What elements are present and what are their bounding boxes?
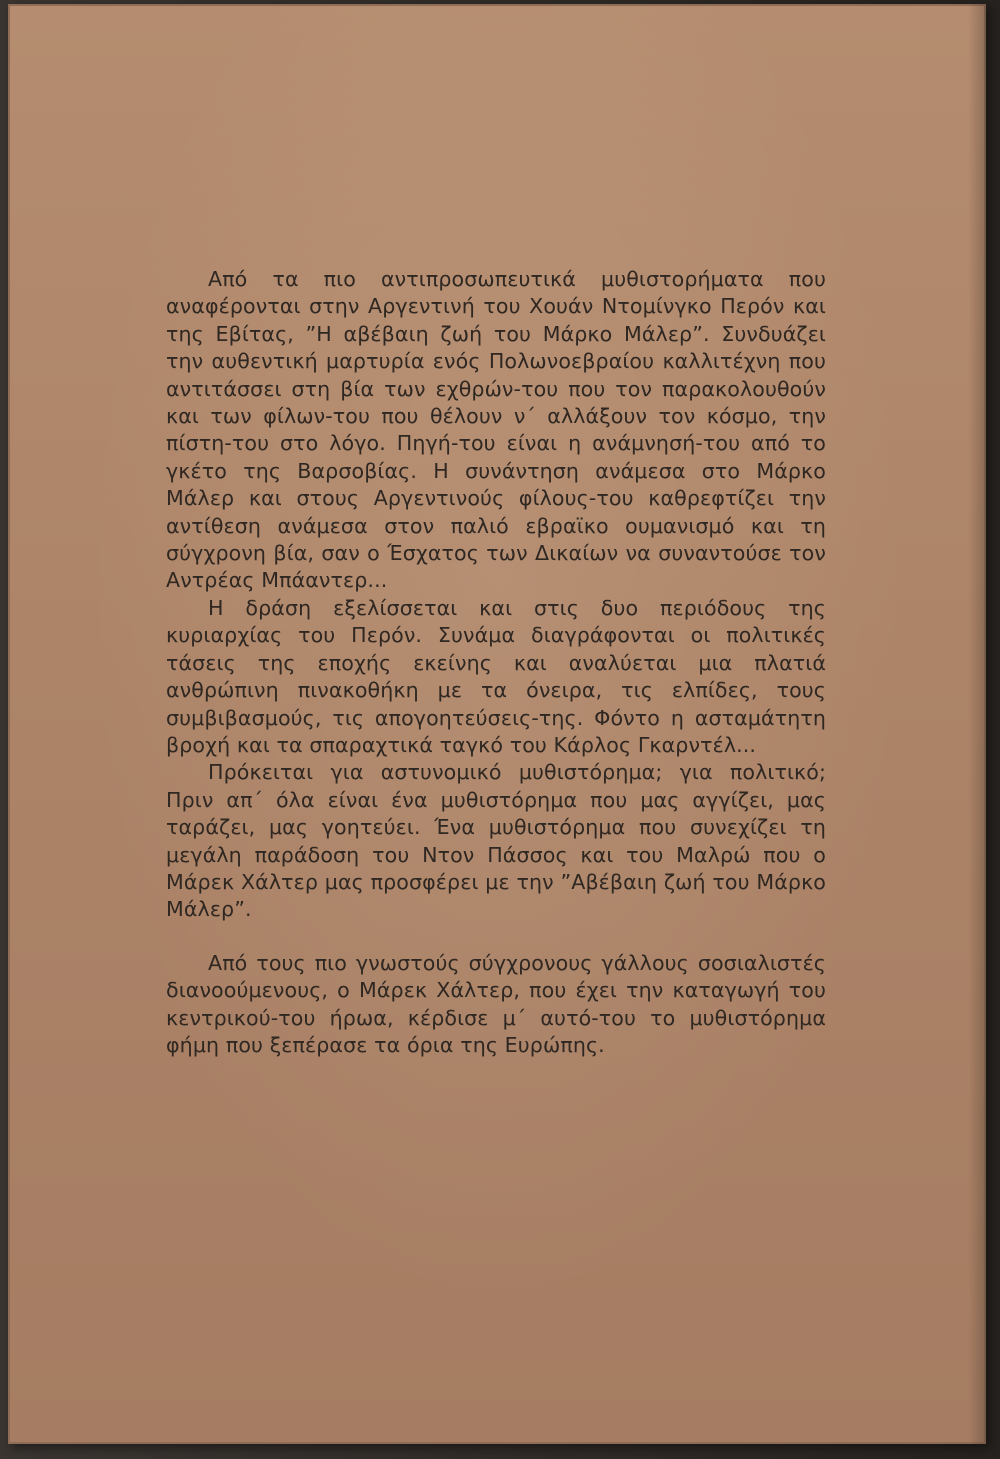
author-note: Από τους πιο γνωστούς σύγχρονους γάλλους σοσιαλιστές διανοούμενους, ο Μάρεκ Χάλτερ, που έχει την καταγωγή του κεντρικού-του ήρωα, κέρδισε μ΄ αυτό-του το μυθιστόρημα φήμη που ξεπέρασε τα όρια της Ευρώπης. — [166, 950, 826, 1057]
blurb-paragraph-1: Από τα πιο αντιπροσωπευτικά μυθιστορήματα που αναφέρονται στην Αργεντινή του Χουάν Ντομίνγκο Περόν και της Εβίτας, ”Η αβέβαιη ζωή του Μάρκο Μάλερ”. Συνδυάζει την αυθεντική μαρτυρία ενός Πολωνοεβραίου καλλιτέχνη που αντιτάσσει στη βία των εχθρών-του που τον παρακολουθούν και των φίλων-του που θέλουν ν΄ αλλάξουν τον κόσμο, την πίστη-του στο λόγο. Πηγή-του είναι η ανάμνησή-του από το γκέτο της Βαρσοβίας. Η συνάντηση ανάμεσα στο Μάρκο Μάλερ και στους Αργεντινούς φίλους-του καθρεφτίζει την αντίθεση ανάμεσα στον παλιό εβραϊκο ουμανισμό και τη σύγχρονη βία, σαν ο Έσχατος των Δικαίων να συναντούσε τον Αντρέας Μπάαντερ... — [166, 267, 826, 593]
back-cover-blurb — [166, 266, 826, 1059]
blurb-paragraph-3: Πρόκειται για αστυνομικό μυθιστόρημα; για πολιτικό; Πριν απ΄ όλα είναι ένα μυθιστόρημα που μας αγγίζει, μας ταράζει, μας γοητεύει. Ένα μυθιστόρημα που συνεχίζει τη μεγάλη παράδοση του Ντον Πάσσος και του Μαλρώ που ο Μάρεκ Χάλτερ μας προσφέρει με την ”Αβέβαιη ζωή του Μάρκο Μάλερ”. — [166, 760, 826, 922]
book-back-cover — [8, 4, 986, 1444]
blurb-paragraph-2: Η δράση εξελίσσεται και στις δυο περιόδους της κυριαρχίας του Περόν. Συνάμα διαγράφονται οι πολιτικές τάσεις της εποχής εκείνης και αναλύεται μια πλατιά ανθρώπινη πινακοθήκη με τα όνειρα, τις ελπίδες, τους συμβιβασμούς, τις απογοητεύσεις-της. Φόντο η ασταμάτητη βροχή και τα σπαραχτικά ταγκό του Κάρλος Γκαρντέλ... — [166, 595, 826, 757]
cover-edge-shadow — [968, 4, 986, 1444]
